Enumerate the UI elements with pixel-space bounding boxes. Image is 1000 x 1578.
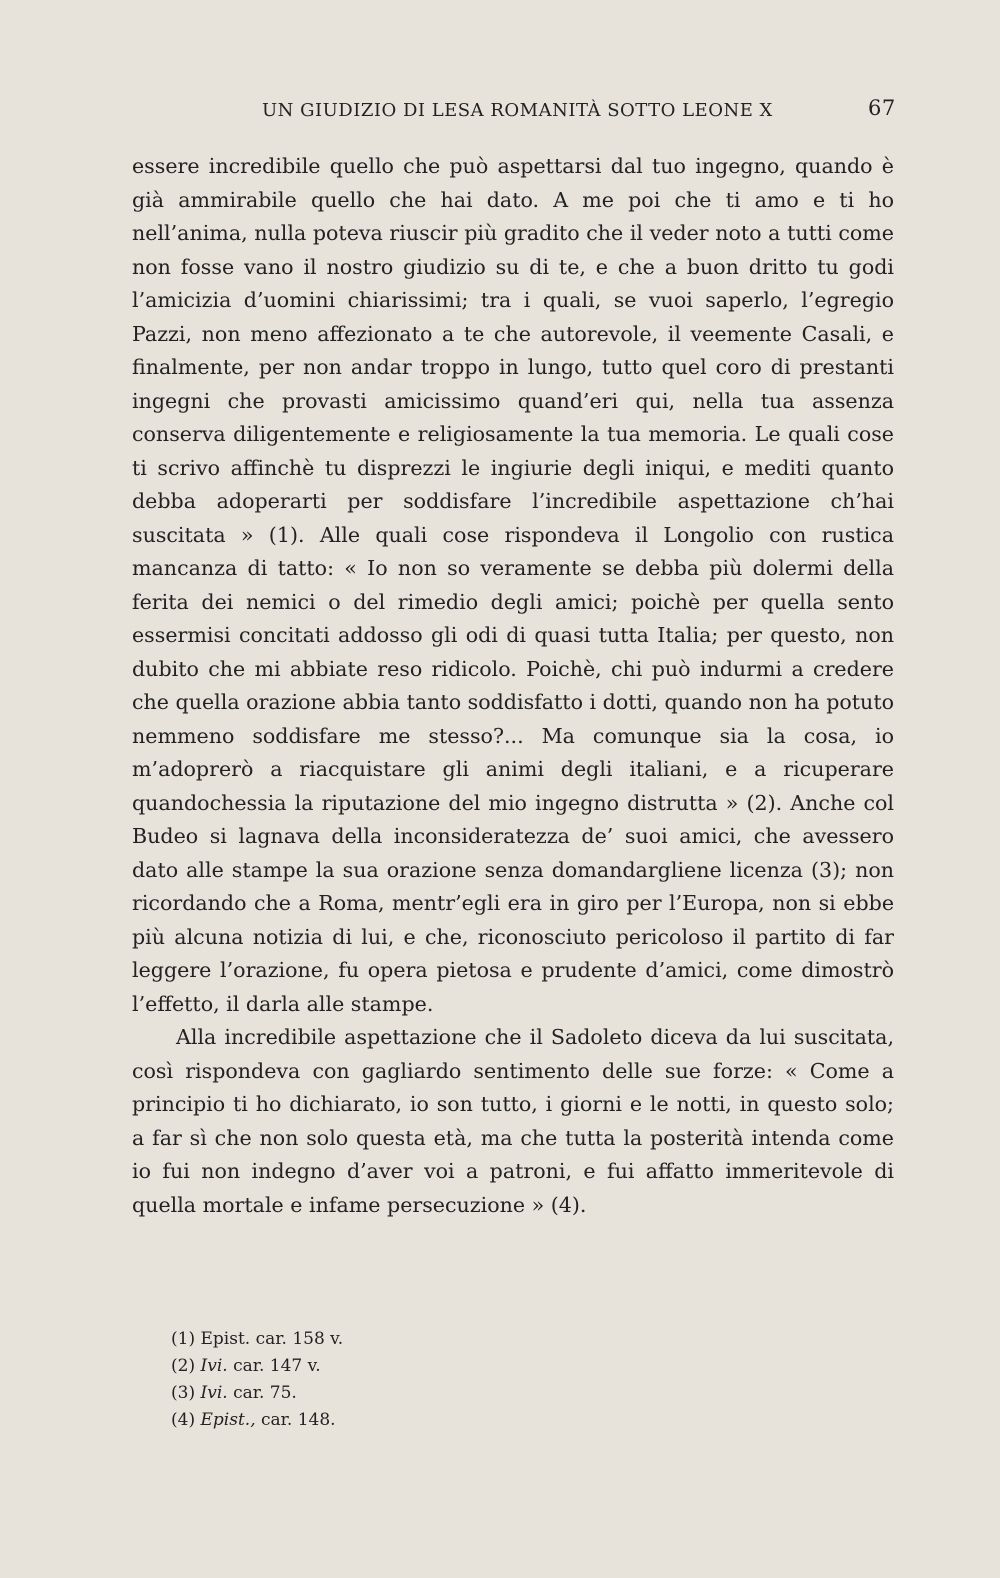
page-header: [0, 96, 1000, 126]
footnote-number: (4): [171, 1410, 196, 1430]
body-text: [132, 150, 894, 1222]
footnote-source: Ivi.: [200, 1356, 228, 1376]
footnote-text: car. 148.: [255, 1410, 336, 1430]
page-number: 67: [868, 96, 896, 120]
footnote-text: car. 75.: [227, 1383, 297, 1403]
footnote: [171, 1407, 571, 1434]
footnote: [171, 1353, 571, 1380]
footnote: [171, 1326, 571, 1353]
footnote-number: (3): [171, 1383, 196, 1403]
footnote-source: Ivi.: [200, 1383, 228, 1403]
footnote-text: car. 147 v.: [227, 1356, 321, 1376]
footnotes: [171, 1326, 571, 1434]
footnote-source: Epist.: [200, 1329, 251, 1349]
footnote-text: car. 158 v.: [250, 1329, 344, 1349]
paragraph: essere incredibile quello che può aspettarsi dal tuo ingegno, quando è già ammirabile quello che hai dato. A me poi che ti amo e ti ho nell’anima, nulla poteva riuscir più gradito che il veder noto a tutti come non fosse vano il nostro giudizio su di te, e che a buon dritto tu godi l’amicizia d’uomini chiarissimi; tra i quali, se vuoi saperlo, l’egregio Pazzi, non meno affezionato a te che autorevole, il veemente Casali, e finalmente, per non andar troppo in lungo, tutto quel coro di prestanti ingegni che provasti amicissimo quand’eri qui, nella tua assenza conserva diligentemente e religiosamente la tua memoria. Le quali cose ti scrivo affinchè tu disprezzi le ingiurie degli iniqui, e mediti quanto debba adoperarti per soddisfare l’incredibile aspettazione ch’hai suscitata » (1). Alle quali cose rispondeva il Longolio con rustica mancanza di tatto: « Io non so veramente se debba più dolermi della ferita dei nemici o del rimedio degli amici; poichè per quella sento essermisi concitati addosso gli odi di quasi tutta Italia; per questo, non dubito che mi abbiate reso ridicolo. Poichè, chi può indurmi a credere che quella orazione abbia tanto soddisfatto i dotti, quando non ha potuto nemmeno soddisfare me stesso?... Ma comunque sia la cosa, io m’adoprerò a riacquistare gli animi degli italiani, e a ricuperare quandochessia la riputazione del mio ingegno distrutta » (2). Anche col Budeo si lagnava della inconsideratezza de’ suoi amici, che avessero dato alle stampe la sua orazione senza domandargliene licenza (3); non ricordando che a Roma, mentr’egli era in giro per l’Europa, non si ebbe più alcuna notizia di lui, e che, riconosciuto pericoloso il partito di far leggere l’orazione, fu opera pietosa e prudente d’amici, come dimostrò l’effetto, il darla alle stampe.: [132, 154, 894, 1016]
footnote-number: (2): [171, 1356, 196, 1376]
paragraph: Alla incredibile aspettazione che il Sadoleto diceva da lui suscitata, così rispondeva con gagliardo sentimento delle sue forze: « Come a principio ti ho dichiarato, io son tutto, i giorni e le notti, in questo solo; a far sì che non solo questa età, ma che tutta la posterità intenda come io fui non indegno d’aver voi a patroni, e fui affatto immeritevole di quella mortale e infame persecuzione » (4).: [132, 1025, 894, 1217]
footnote-number: (1): [171, 1329, 196, 1349]
footnote: [171, 1380, 571, 1407]
running-title: UN GIUDIZIO DI LESA ROMANITÀ SOTTO LEONE X: [262, 100, 773, 121]
footnote-source: Epist.,: [200, 1410, 256, 1430]
